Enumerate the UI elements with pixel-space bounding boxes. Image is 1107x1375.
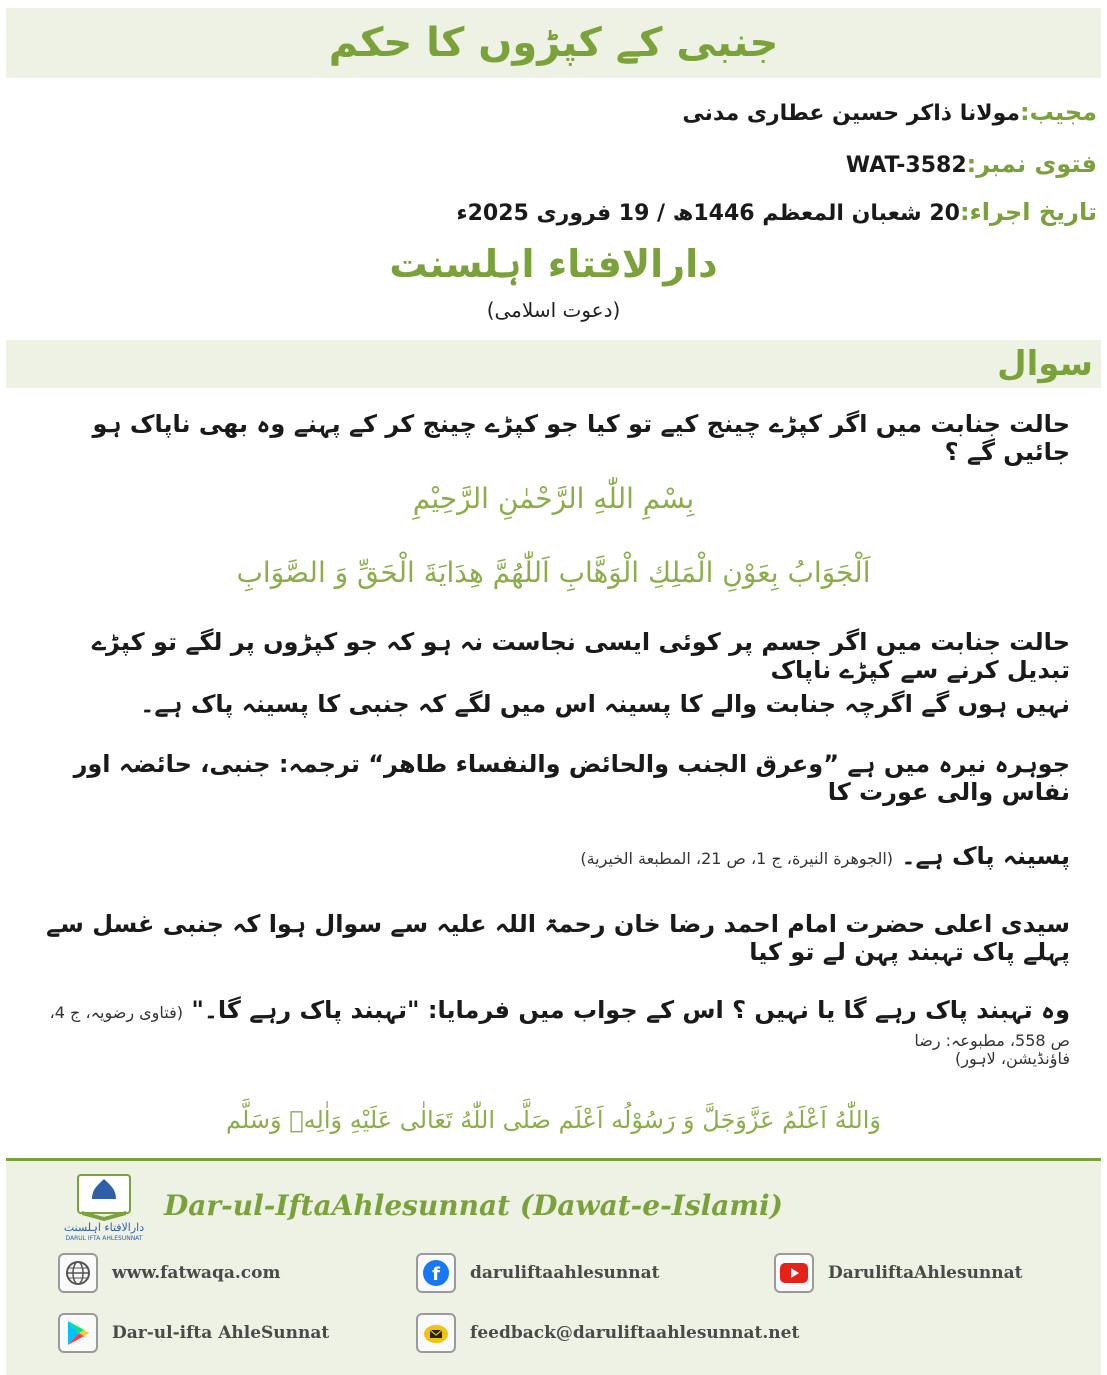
answer-line [30, 842, 1070, 870]
reference-citation: (فتاوی رضویہ، ج 4، ص 558، مطبوعہ: رضا [49, 1003, 1070, 1050]
date-row [97, 198, 1097, 226]
website-text: www.fatwaqa.com [112, 1263, 281, 1283]
answer-text: وہ تہبند پاک رہے گا یا نہیں ؟ اس کے جواب میں فرمایا: "تہبند پاک رہے گا۔" [191, 996, 1070, 1024]
fatwa-number-label: فتوی نمبر: [966, 150, 1097, 178]
brand-name: Dar-ul-IftaAhlesunnat (Dawat-e-Islami) [164, 1189, 783, 1222]
answer-text: پسینہ پاک ہے۔ [901, 842, 1070, 870]
mujeeb-label: مجیب: [1020, 98, 1097, 126]
answer-line [30, 1042, 1070, 1070]
answer-line: جوہرہ نیرہ میں ہے ”وعرق الجنب والحائض والنفساء طاهر“ ترجمہ: جنبی، حائضہ اور نفاس والی عورت کا [73, 750, 1070, 806]
closing-dua: وَاللّٰهُ اَعْلَمُ عَزَّوَجَلَّ وَ رَسُوْلُه اَعْلَم صَلَّى اللّٰهُ تَعَالٰى عَلَيْهِ وَاٰلِهٖ وَسَلَّم [226, 1106, 881, 1134]
play-store-icon [58, 1313, 98, 1353]
footer [6, 1161, 1101, 1375]
mujeeb-row [97, 98, 1097, 126]
fatwa-number-row [97, 150, 1097, 178]
svg-text:f: f [432, 1264, 440, 1285]
playstore-text: Dar-ul-ifta AhleSunnat [112, 1323, 330, 1343]
youtube-text: DaruliftaAhlesunnat [828, 1263, 1023, 1283]
reference-citation: فاؤنڈیشن، لاہور) [955, 1049, 1070, 1068]
answer-line: سیدی اعلی حضرت امام احمد رضا خان رحمۃ اللہ علیہ سے سوال ہوا کہ جنبی غسل سے پہلے پاک تہبند پہن لے تو کیا [46, 910, 1070, 966]
title-band [6, 8, 1101, 78]
question-heading-band [6, 340, 1101, 388]
facebook-link[interactable] [416, 1253, 659, 1293]
answer-line: نہیں ہوں گے اگرچہ جنابت والے کا پسینہ اس میں لگے کہ جنبی کا پسینہ پاک ہے۔ [140, 690, 1070, 718]
mujeeb-value: مولانا ذاکر حسین عطاری مدنی [682, 101, 1021, 126]
email-link[interactable] [416, 1313, 799, 1353]
date-value: 20 شعبان المعظم 1446ھ / 19 فروری 2025ء [456, 201, 960, 226]
institution-sub: (دعوت اسلامی) [486, 298, 621, 322]
youtube-link[interactable] [774, 1253, 1023, 1293]
email-text: feedback@daruliftaahlesunnat.net [470, 1323, 800, 1343]
youtube-icon [774, 1253, 814, 1293]
bismillah: بِسْمِ اللّٰهِ الرَّحْمٰنِ الرَّحِيْمِ [412, 482, 695, 515]
playstore-link[interactable] [58, 1313, 329, 1353]
dar-ul-ifta-logo [58, 1171, 150, 1245]
reference-citation: (الجوهرة النيرة، ج 1، ص 21، المطبعة الخيرية) [580, 849, 894, 868]
date-label: تاریخ اجراء: [959, 198, 1097, 226]
question-heading: سوال [997, 344, 1093, 384]
institution-name: دارالافتاء اہلسنت [389, 242, 718, 286]
logo-text: دارالافتاء اہلسنت [63, 1221, 145, 1234]
fatwa-number-value: WAT-3582 [845, 153, 967, 178]
aljawab: اَلْجَوَابُ بِعَوْنِ الْمَلِكِ الْوَهَّابِ اَللّٰهُمَّ هِدَايَةَ الْحَقِّ وَ الصَّوَابِ [236, 556, 871, 589]
feedback-icon [416, 1313, 456, 1353]
facebook-text: daruliftaahlesunnat [470, 1263, 660, 1283]
facebook-icon [416, 1253, 456, 1293]
question-text: حالت جنابت میں اگر کپڑے چینج کیے تو کیا جو کپڑے چینج کر کے پہنے وہ بھی ناپاک ہو جائیں گے ؟ [92, 410, 1070, 466]
answer-line: حالت جنابت میں اگر جسم پر کوئی ایسی نجاست نہ ہو کہ جو کپڑوں پر لگے تو کپڑے تبدیل کرنے سے کپڑے ناپاک [91, 628, 1070, 684]
globe-icon [58, 1253, 98, 1293]
logo-subtext: DARUL IFTA AHLESUNNAT [65, 1235, 143, 1242]
page-title: جنبی کے کپڑوں کا حکم [328, 20, 779, 66]
website-link[interactable] [58, 1253, 280, 1293]
